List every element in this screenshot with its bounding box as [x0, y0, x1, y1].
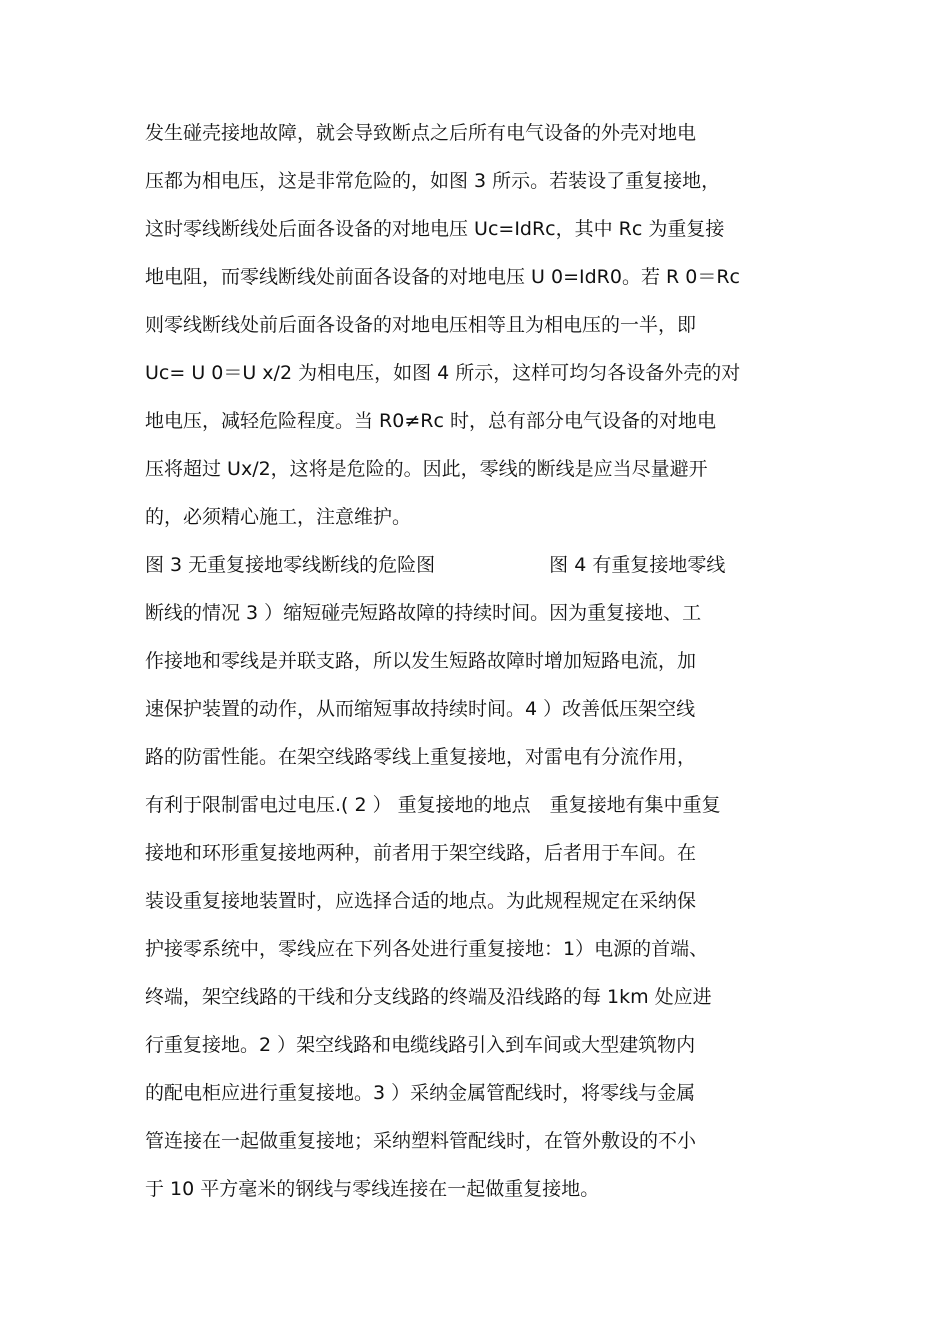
text-line: 接地和环形重复接地两种，前者用于架空线路，后者用于车间。在	[145, 842, 697, 864]
text-line: 路的防雷性能。在架空线路零线上重复接地，对雷电有分流作用，	[145, 746, 697, 768]
text-line: 速保护装置的动作，从而缩短事故持续时间。4 ）改善低压架空线	[145, 698, 696, 720]
text-line: 终端，架空线路的干线和分支线路的终端及沿线路的每 1km 处应进	[145, 986, 712, 1008]
text-line: 管连接在一起做重复接地；采纳塑料管配线时，在管外敷设的不小	[145, 1130, 697, 1152]
text-line: 于 10 平方毫米的钢线与零线连接在一起做重复接地。	[145, 1178, 600, 1200]
text-line: 压都为相电压，这是非常危险的，如图 3 所示。若装设了重复接地，	[145, 170, 721, 192]
text-line: 有利于限制雷电过电压.( 2 ） 重复接地的地点 重复接地有集中重复	[145, 794, 721, 816]
text-line: 行重复接地。2 ）架空线路和电缆线路引入到车间或大型建筑物内	[145, 1034, 696, 1056]
text-line: 的配电柜应进行重复接地。3 ）采纳金属管配线时，将零线与金属	[145, 1082, 696, 1104]
text-line: 则零线断线处前后面各设备的对地电压相等且为相电压的一半，即	[145, 314, 697, 336]
text-line: 地电阻，而零线断线处前面各设备的对地电压 U 0=IdR0。若 R 0＝Rc	[145, 266, 740, 288]
text-line: 作接地和零线是并联支路，所以发生短路故障时增加短路电流，加	[145, 650, 697, 672]
text-line: Uc= U 0＝U x/2 为相电压，如图 4 所示，这样可均匀各设备外壳的对	[145, 362, 741, 384]
text-line: 装设重复接地装置时，应选择合适的地点。为此规程规定在采纳保	[145, 890, 697, 912]
text-line: 这时零线断线处后面各设备的对地电压 Uc=IdRc，其中 Rc 为重复接	[145, 218, 725, 240]
text-line: 压将超过 Ux/2，这将是危险的。因此，零线的断线是应当尽量避开	[145, 458, 708, 480]
text-line: 发生碰壳接地故障，就会导致断点之后所有电气设备的外壳对地电	[145, 122, 697, 144]
figure-caption-line: 图 3 无重复接地零线断线的危险图 图 4 有重复接地零线	[145, 554, 726, 576]
text-line: 护接零系统中，零线应在下列各处进行重复接地：1）电源的首端、	[145, 938, 709, 960]
text-line: 断线的情况 3 ）缩短碰壳短路故障的持续时间。因为重复接地、工	[145, 602, 702, 624]
text-line: 的，必须精心施工，注意维护。	[145, 506, 412, 528]
text-line: 地电压，减轻危险程度。当 R0≠Rc 时，总有部分电气设备的对地电	[145, 410, 716, 432]
